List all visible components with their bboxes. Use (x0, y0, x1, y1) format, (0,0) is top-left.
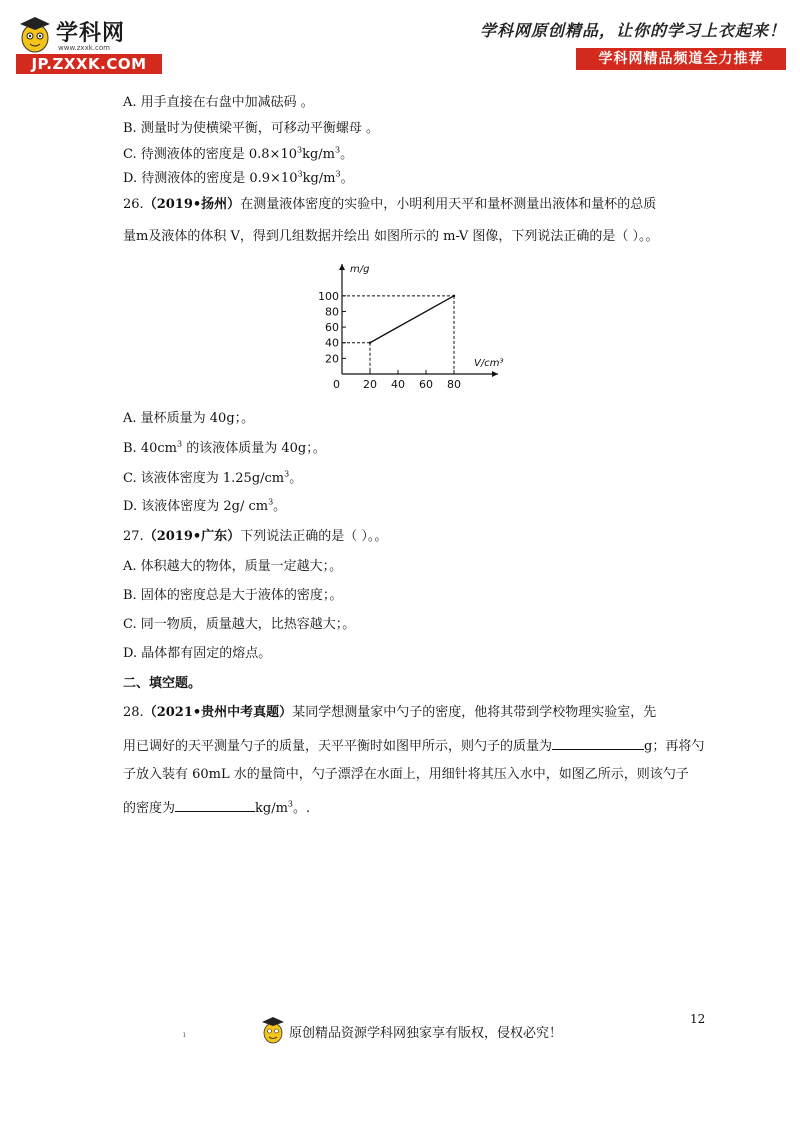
q28-text-2-post: g；再将勺 (644, 739, 705, 754)
q26-number: 26. (123, 197, 144, 212)
prev-option-d-exp: 3 (297, 169, 303, 179)
q26-line2: 量m及液体的体积 V，得到几组数据并绘出 如图所示的 m-V 图像，下列说法正确的是（ ）。。 (123, 229, 659, 244)
x-tick-label: 80 (447, 378, 461, 391)
q26-option-b-text: B. 40cm (123, 441, 177, 456)
prev-option-c-end: 。 (340, 147, 354, 162)
q27-option-d: D. 晶体都有固定的熔点。 (123, 646, 272, 661)
q26-option-a: A. 量杯质量为 40g；。 (123, 411, 255, 426)
mv-chart (318, 258, 518, 398)
q26-option-d-post: 。 (273, 499, 287, 514)
prev-option-c (123, 146, 353, 164)
y-axis-arrow (339, 264, 345, 270)
q26-text-1: 在测量液体密度的实验中，小明利用天平和量杯测量出液体和量杯的总质 (240, 197, 657, 212)
q28-text-4: 的密度为 (123, 801, 176, 816)
q28-text-2: 用已调好的天平测量勺子的质量，天平平衡时如图甲所示，则勺子的质量为 (123, 739, 553, 754)
prev-option-c-exp: 3 (297, 145, 303, 155)
q27-text: 下列说法正确的是（ ）。。 (240, 529, 388, 544)
prev-option-d-end: 。 (340, 171, 354, 186)
header-banner: 学科网精品频道全力推荐 (576, 48, 786, 70)
y-tick-label: 100 (318, 289, 339, 303)
footer-mark: ı (183, 1030, 186, 1039)
q28-text-4-unit: kg/m (255, 801, 288, 816)
q26-option-c (123, 470, 302, 488)
prev-option-c-unit: kg/m (302, 147, 335, 162)
series-line (370, 296, 454, 343)
q28-number: 28. (123, 705, 144, 720)
q26-option-c-text: C. 该液体密度为 1.25g/cm (123, 471, 285, 486)
footer-copyright: 原创精品资源学科网独家享有版权，侵权必究！ (289, 1026, 563, 1041)
q26-option-c-exp: 3 (284, 469, 290, 479)
q28-blank-mass[interactable] (552, 736, 644, 750)
q27-source: （2019•广东） (143, 529, 241, 544)
q28-line3: 子放入装有 60mL 水的量筒中，勺子漂浮在水面上，用细针将其压入水中，如图乙所示，则该勺子 (123, 767, 689, 782)
q26-option-d-text: D. 该液体密度为 2g/ cm (123, 499, 269, 514)
q28-source: （2021•贵州中考真题） (143, 705, 293, 720)
q27-option-b: B. 固体的密度总是大于液体的密度；。 (123, 588, 343, 603)
section-title: 二、填空题。 (123, 676, 202, 691)
logo-subtext: www.zxxk.com (58, 44, 110, 52)
q27-stem (123, 528, 387, 546)
x-axis-label: V/cm³ (474, 358, 504, 369)
q26-option-d-exp: 3 (268, 497, 274, 507)
q28-line2 (123, 736, 704, 756)
q26-source: （2019•扬州） (143, 197, 241, 212)
q28-line1 (123, 704, 656, 722)
q26-option-b-post: 的该液体质量为 40g；。 (182, 441, 326, 456)
q26-option-b (123, 440, 326, 458)
q28-text-1: 某同学想测量家中勺子的密度，他将其带到学校物理实验室，先 (292, 705, 657, 720)
q27-number: 27. (123, 529, 144, 544)
q28-blank-density[interactable] (175, 798, 255, 812)
prev-option-c-text: C. 待测液体的密度是 0.8×10 (123, 147, 297, 162)
x-tick-label: 40 (391, 378, 405, 391)
x-tick-label: 20 (363, 378, 377, 391)
logo-url: JP.ZXXK.COM (16, 54, 162, 74)
logo-brand: 学科网 (56, 21, 126, 46)
header-slogan: 学科网原创精品，让你的学习上衣起来！ (479, 21, 786, 40)
x-tick-label: 60 (419, 378, 433, 391)
q28-text-4-exp: 3 (287, 799, 294, 809)
site-logo[interactable] (12, 14, 162, 74)
mascot-icon (16, 14, 54, 54)
y-tick-label: 20 (325, 352, 339, 366)
x-axis-arrow (492, 371, 498, 377)
prev-option-b: B. 测量时为使横梁平衡，可移动平衡螺母 。 (123, 121, 379, 136)
footer-mascot-icon (260, 1014, 286, 1044)
q28-text-4-end: 。. (293, 801, 311, 816)
prev-option-d-text: D. 待测液体的密度是 0.9×10 (123, 171, 298, 186)
prev-option-d-unit: kg/m (302, 171, 336, 186)
prev-option-d (123, 170, 354, 188)
q26-option-d (123, 498, 286, 516)
q28-line4 (123, 798, 310, 818)
y-tick-label: 80 (325, 305, 339, 319)
data-point (369, 342, 371, 344)
q27-option-a: A. 体积越大的物体，质量一定越大；。 (123, 559, 343, 574)
prev-option-c-unit-exp: 3 (335, 145, 341, 155)
q26-option-c-post: 。 (289, 471, 303, 486)
q27-option-c: C. 同一物质，质量越大，比热容越大；。 (123, 617, 356, 632)
prev-option-d-unit-exp: 3 (335, 169, 341, 179)
prev-option-a: A. 用手直接在右盘中加减砝码 。 (123, 95, 314, 110)
q26-line1 (123, 196, 656, 214)
x-tick-label: 0 (333, 378, 340, 391)
y-tick-label: 40 (325, 336, 339, 350)
data-point (453, 295, 455, 297)
q26-option-b-exp: 3 (176, 439, 183, 449)
y-tick-label: 60 (325, 321, 339, 335)
y-axis-label: m/g (350, 264, 370, 275)
page-number: 12 (690, 1012, 706, 1026)
